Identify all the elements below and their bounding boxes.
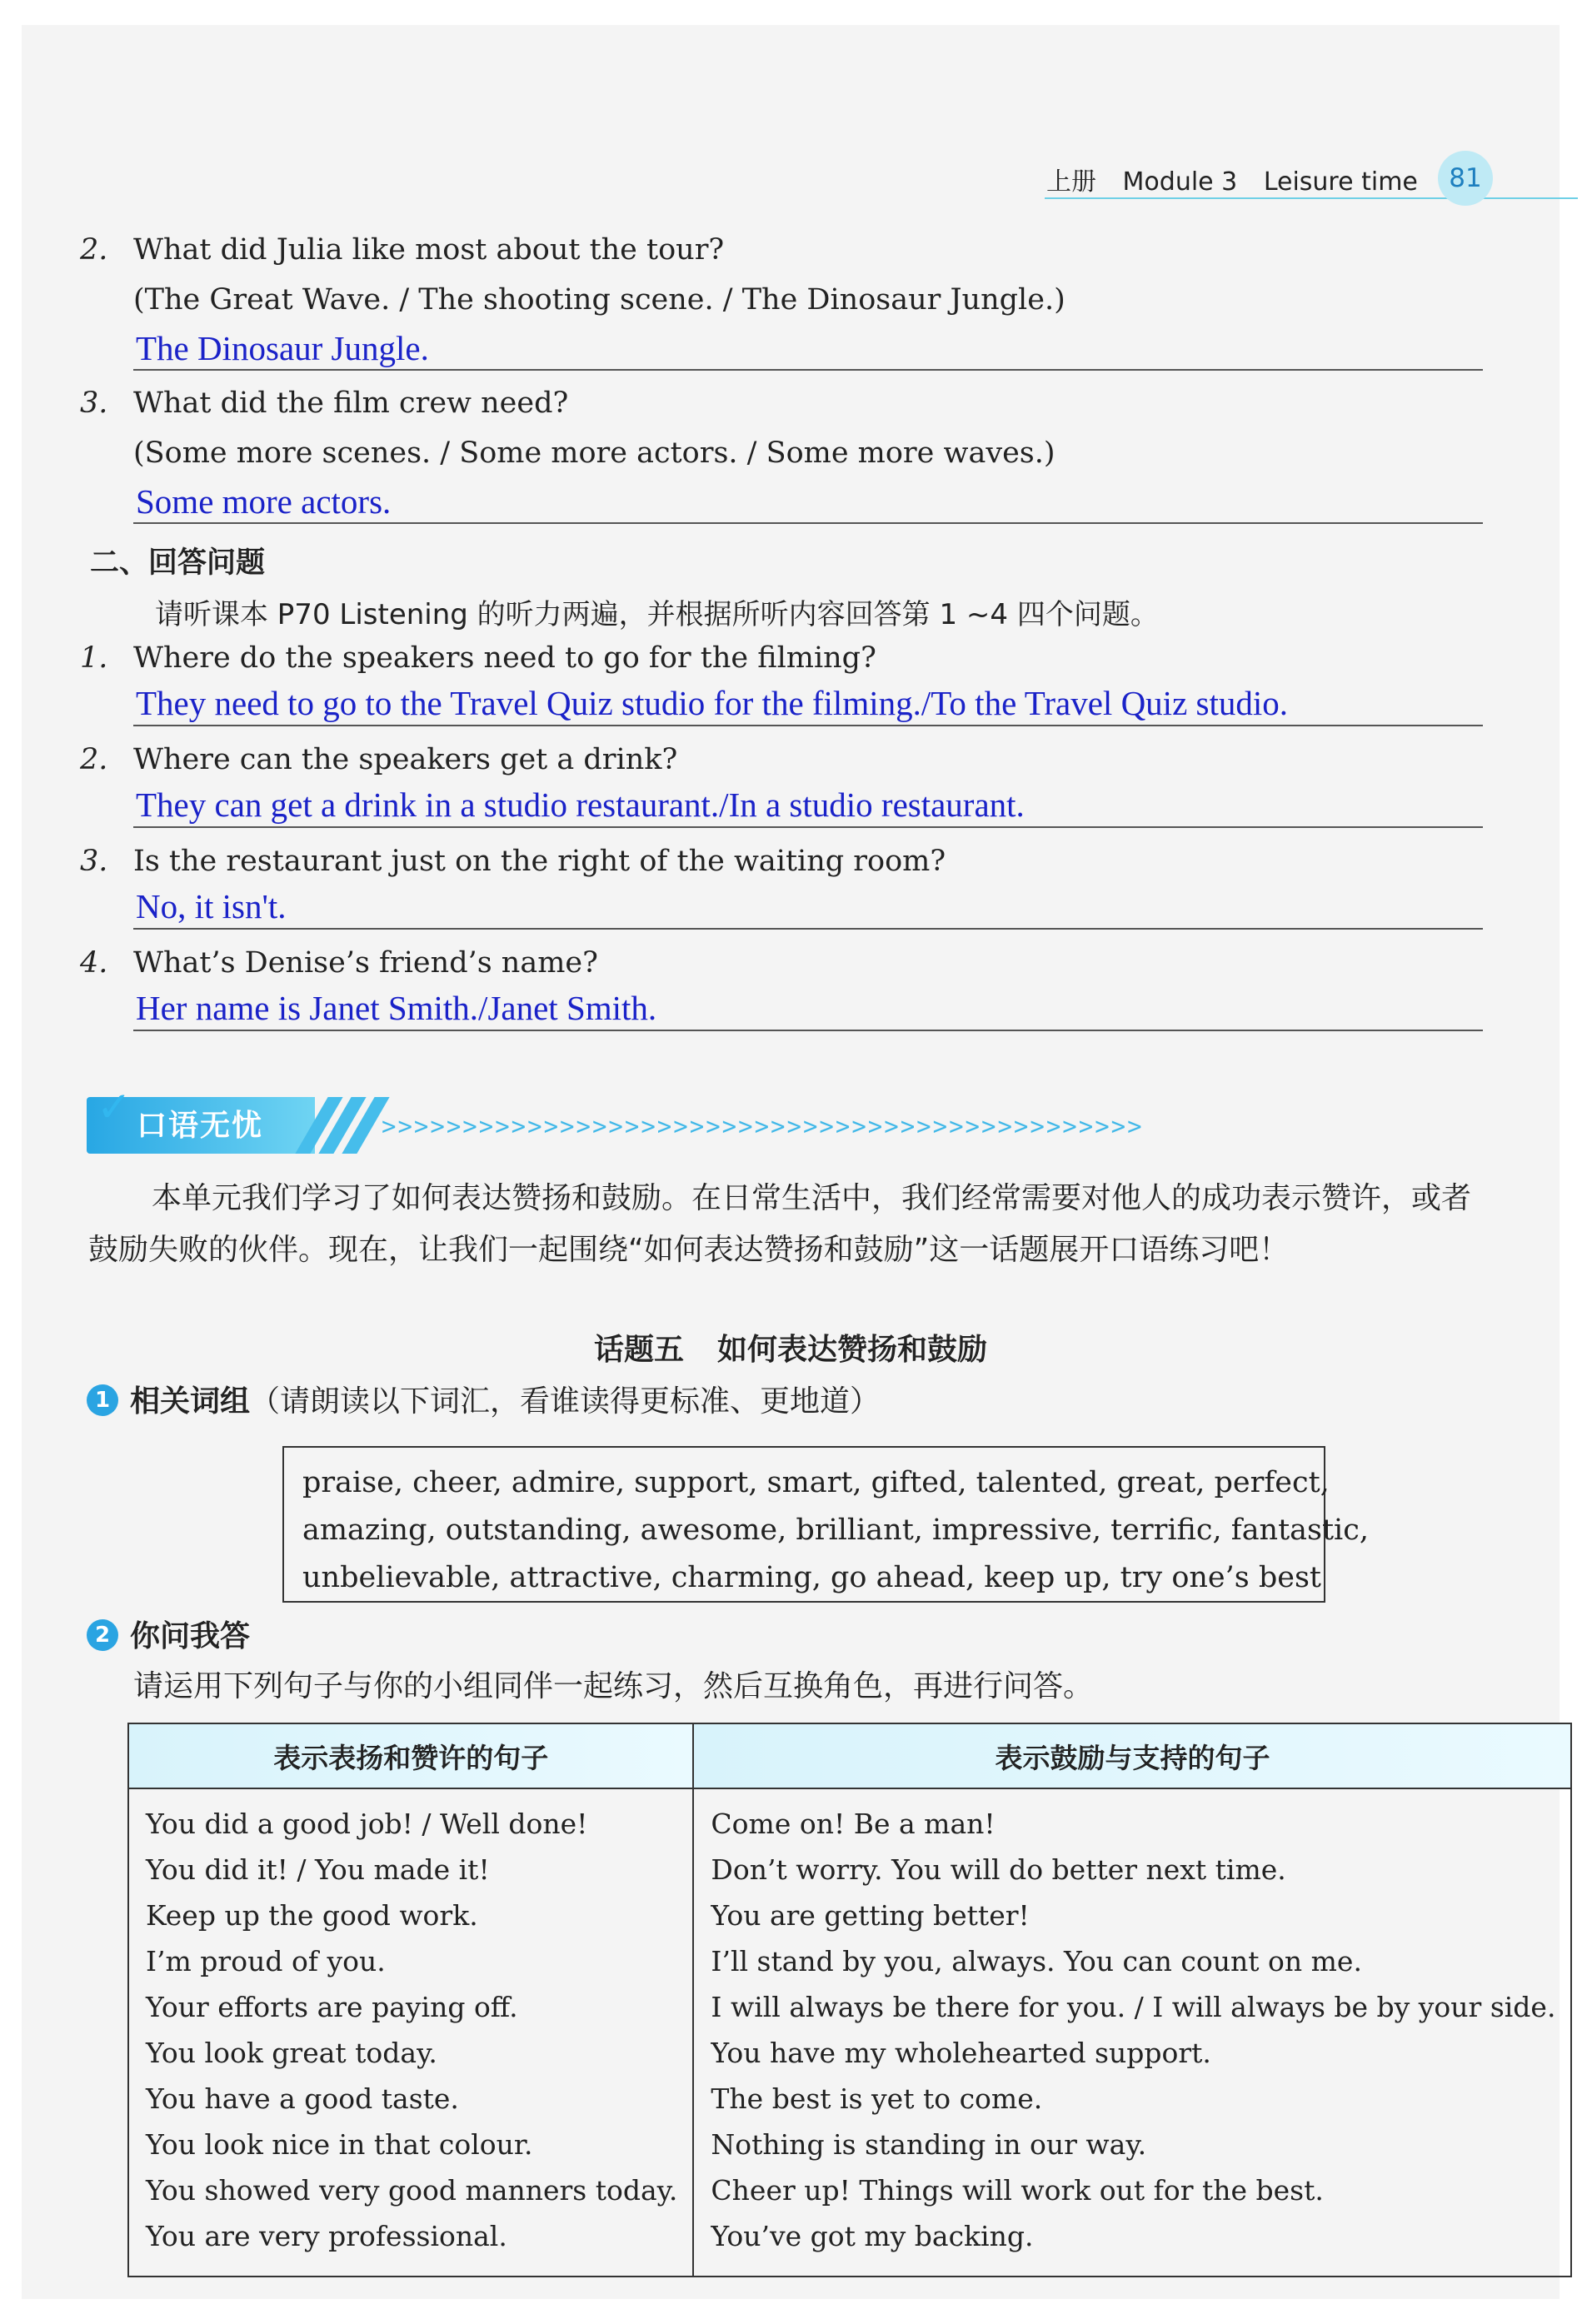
- answer-line: [133, 522, 1483, 524]
- praise-sentence: You look great today.: [146, 2037, 437, 2069]
- vocab-line: praise, cheer, admire, support, smart, gifted, talented, great, perfect,: [302, 1466, 1330, 1499]
- book-volume: 上册: [1046, 167, 1096, 197]
- question-text: What did Julia like most about the tour?: [133, 233, 725, 267]
- answer-text: Some more actors.: [136, 482, 392, 521]
- praise-column: [128, 1788, 693, 2277]
- vocab-heading-title: 相关词组: [130, 1384, 251, 1419]
- question-text: What did the film crew need?: [133, 387, 569, 420]
- encourage-sentence: I’ll stand by you, always. You can count on me.: [711, 1945, 1362, 1977]
- encourage-sentence: Cheer up! Things will work out for the best.: [711, 2174, 1324, 2207]
- arrow-divider: >>>>>>>>>>>>>>>>>>>>>>>>>>>>>>>>>>>>>>>>>>>>>>>: [382, 1112, 1144, 1140]
- answer-line: [133, 826, 1483, 828]
- vocab-line: amazing, outstanding, awesome, brilliant, impressive, terrific, fantastic,: [302, 1514, 1369, 1547]
- table-header-praise: 表示表扬和赞许的句子: [128, 1723, 693, 1788]
- question-text: Is the restaurant just on the right of the waiting room?: [133, 845, 946, 878]
- page-number: 81: [1438, 151, 1493, 206]
- answer-text: No, it isn't.: [136, 887, 287, 925]
- encourage-sentence: I will always be there for you. / I will always be by your side.: [711, 1991, 1556, 2023]
- answer-line: [133, 369, 1483, 371]
- encourage-sentence: You are getting better!: [711, 1899, 1030, 1932]
- praise-sentence: Your efforts are paying off.: [146, 1991, 518, 2023]
- question-item: [80, 387, 568, 420]
- vocab-line: unbelievable, attractive, charming, go ahead, keep up, try one’s best: [302, 1561, 1322, 1594]
- answer-line: [133, 725, 1483, 726]
- qa-heading-title: 你问我答: [130, 1619, 251, 1653]
- answer-text: The Dinosaur Jungle.: [136, 329, 429, 367]
- step-2-icon: 2: [87, 1619, 118, 1651]
- answer-text: Her name is Janet Smith./Janet Smith.: [136, 989, 657, 1027]
- intro-paragraph: 本单元我们学习了如何表达赞扬和鼓励。在日常生活中，我们经常需要对他人的成功表示赞许，或者鼓励失败的伙伴。现在，让我们一起围绕“如何表达赞扬和鼓励”这一话题展开口语练习吧！: [88, 1181, 1472, 1267]
- phrases-table: [127, 1723, 1572, 2277]
- encourage-sentence: You’ve got my backing.: [711, 2220, 1034, 2252]
- question-number: 4.: [80, 946, 108, 980]
- qa-heading: [130, 1613, 250, 1655]
- question-text: Where do the speakers need to go for the filming?: [133, 641, 876, 675]
- praise-sentence: You look nice in that colour.: [146, 2128, 533, 2161]
- question-text: Where can the speakers get a drink?: [133, 743, 678, 776]
- praise-sentence: You are very professional.: [146, 2220, 507, 2252]
- question-item: [80, 641, 876, 675]
- praise-sentence: You have a good taste.: [146, 2082, 459, 2115]
- qa-instruction: 请运用下列句子与你的小组同伴一起练习，然后互换角色，再进行问答。: [133, 1669, 1094, 1703]
- encourage-column: [693, 1788, 1571, 2277]
- question-number: 3.: [80, 387, 108, 420]
- praise-sentence: Keep up the good work.: [146, 1899, 478, 1932]
- encourage-sentence: The best is yet to come.: [711, 2082, 1043, 2115]
- question-number: 2.: [80, 743, 108, 776]
- table-header-encourage: 表示鼓励与支持的句子: [693, 1723, 1571, 1788]
- module-title: Leisure time: [1263, 167, 1418, 197]
- question-item: [80, 845, 946, 878]
- question-number: 3.: [80, 845, 108, 878]
- topic-label: 话题五: [593, 1333, 684, 1367]
- header-rule: [1045, 197, 1578, 199]
- praise-sentence: You did a good job! / Well done!: [146, 1808, 588, 1840]
- topic-name: 如何表达赞扬和鼓励: [717, 1333, 988, 1367]
- vocab-heading-note: （请朗读以下词汇，看谁读得更标准、更地道）: [250, 1384, 881, 1419]
- question-number: 1.: [80, 641, 108, 675]
- answer-line: [133, 928, 1483, 930]
- answer-line: [133, 1030, 1483, 1031]
- question-options: (Some more scenes. / Some more actors. / Some more waves.): [133, 436, 1055, 470]
- question-item: [80, 946, 598, 980]
- check-icon: ✓: [97, 1083, 132, 1131]
- vocab-box: [282, 1446, 1369, 1603]
- encourage-sentence: Come on! Be a man!: [711, 1808, 996, 1840]
- step-1-icon: 1: [87, 1384, 118, 1416]
- topic-title: [22, 1326, 1560, 1369]
- page: [22, 25, 1560, 2299]
- question-item: [80, 233, 724, 267]
- encourage-sentence: Don’t worry. You will do better next time.: [711, 1853, 1286, 1886]
- question-options: (The Great Wave. / The shooting scene. / The Dinosaur Jungle.): [133, 283, 1065, 317]
- section-heading: 二、回答问题: [90, 546, 266, 580]
- encourage-sentence: You have my wholehearted support.: [711, 2037, 1211, 2069]
- encourage-sentence: Nothing is standing in our way.: [711, 2128, 1147, 2161]
- vocab-heading: [130, 1378, 880, 1420]
- speaking-banner-label: 口语无忧: [137, 1109, 264, 1143]
- answer-text: They can get a drink in a studio restaurant./In a studio restaurant.: [136, 785, 1025, 824]
- question-text: What’s Denise’s friend’s name?: [133, 946, 598, 980]
- answer-text: They need to go to the Travel Quiz studio for the filming./To the Travel Quiz studio.: [136, 684, 1289, 722]
- question-number: 2.: [80, 233, 108, 267]
- praise-sentence: You did it! / You made it!: [146, 1853, 490, 1886]
- praise-sentence: You showed very good manners today.: [146, 2174, 678, 2207]
- question-item: [80, 743, 677, 776]
- section-instruction: 请听课本 P70 Listening 的听力两遍，并根据所听内容回答第 1 ~4 四个问题。: [155, 598, 1159, 631]
- module-label: Module 3: [1122, 167, 1238, 197]
- running-header: [1046, 161, 1418, 197]
- praise-sentence: I’m proud of you.: [146, 1945, 386, 1977]
